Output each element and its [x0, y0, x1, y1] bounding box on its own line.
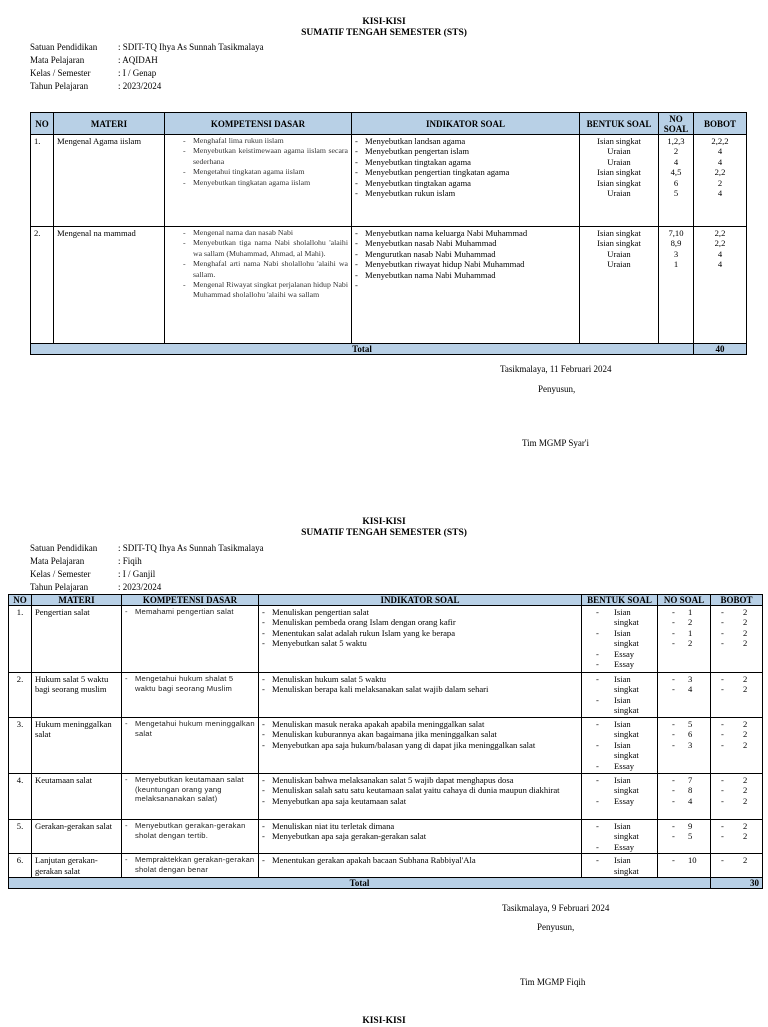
bobot-value: - 2	[721, 674, 759, 684]
bentuk-value: - Essay	[596, 659, 644, 669]
no-soal-value: 4,5	[670, 167, 682, 178]
ind-item: - Menyebutkan tingtakan agama	[355, 178, 576, 188]
penyusun-label: Penyusun,	[538, 384, 576, 394]
cell-indikator	[259, 774, 582, 820]
ind-item: - Menyebutkan pengertan islam	[355, 146, 576, 156]
cell-bobot	[711, 673, 763, 718]
ind-item: - Menyebutkan apa saja hukum/balasan yang di dapat jika meninggalkan salat	[262, 740, 578, 750]
kd-item: - Menyebutkan keutamaan salat (keuntungan orang yang melaksananakan salat)	[125, 775, 255, 804]
no-soal-value: 2	[673, 146, 679, 157]
cell-no-soal	[658, 606, 711, 673]
bentuk-value: - Isian singkat	[596, 775, 644, 796]
table-row	[9, 673, 763, 718]
kd-item: - Menyebutkan keistimewaan agama iislam secara sederhana	[183, 146, 348, 167]
cell-no: 5.	[9, 820, 32, 854]
meta-label: Satuan Pendidikan	[30, 543, 98, 553]
kd-item: - Menghafal arti nama Nabi sholallohu 'alaihi wa sallam.	[183, 259, 348, 280]
cell-kd	[122, 606, 259, 673]
bentuk-value: - Essay	[596, 842, 644, 852]
bentuk-value: Uraian	[607, 146, 631, 157]
ind-item: - Menyebutkan rukun islam	[355, 188, 576, 198]
col-bentuk: BENTUK SOAL	[580, 113, 659, 135]
ind-item: - Menyebutkan tingtakan agama	[355, 157, 576, 167]
cell-kd	[122, 774, 259, 820]
no-soal-value: - 4	[672, 684, 707, 694]
kd-item: - Menyebutkan gerakan-gerakan sholat dengan tertib.	[125, 821, 255, 840]
kd-item: - Menyebutkan tingkatan agama iislam	[183, 178, 348, 188]
cell-bentuk	[582, 774, 658, 820]
table-row	[9, 820, 763, 854]
no-soal-value: - 7	[672, 775, 707, 785]
meta-label: Tahun Pelajaran	[30, 81, 89, 91]
bobot-value: - 2	[721, 740, 759, 750]
no-soal-value: - 3	[672, 674, 707, 684]
bobot-value: 2,2	[714, 228, 726, 238]
bentuk-value: Isian singkat	[597, 136, 641, 146]
table-header	[9, 595, 763, 606]
meta-label: Satuan Pendidikan	[30, 42, 98, 52]
no-soal-value: 4	[673, 156, 679, 167]
meta-value: : I / Ganjil	[118, 569, 156, 579]
bobot-value: - 2	[721, 719, 759, 729]
cell-bentuk	[582, 854, 658, 878]
bentuk-value: - Isian singkat	[596, 821, 644, 842]
bobot-value: 4	[717, 156, 723, 167]
col-kompetensi: KOMPETENSI DASAR	[165, 113, 352, 135]
kd-item: - Memahami pengertian salat	[125, 607, 255, 617]
col-no-soal: NO SOAL	[659, 113, 694, 135]
cell-no: 1.	[9, 606, 32, 673]
cell-materi: Hukum meninggalkan salat	[32, 718, 122, 774]
col-kompetensi: KOMPETENSI DASAR	[122, 595, 259, 606]
meta-value: : I / Genap	[118, 68, 157, 78]
total-value: 30	[711, 878, 763, 889]
cell-bobot	[711, 774, 763, 820]
cell-indikator	[259, 854, 582, 878]
bobot-value: 4	[717, 146, 723, 157]
bobot-value: 4	[717, 248, 723, 259]
kd-item: - Menghafal lima rukun iislam	[183, 136, 348, 146]
ind-item: - Menuliskan berapa kali melaksanakan salat wajib dalam sehari	[262, 684, 578, 694]
cell-bentuk	[582, 673, 658, 718]
no-soal-value: - 1	[672, 628, 707, 638]
bobot-value: 4	[717, 259, 723, 270]
ind-item: - Menuliskan masuk neraka apakah apabila meninggalkan salat	[262, 719, 578, 729]
col-indikator: INDIKATOR SOAL	[352, 113, 580, 135]
cell-materi: Lanjutan gerakan-gerakan salat	[32, 854, 122, 878]
kd-item: - Mengenal nama dan nasab Nabi	[183, 228, 348, 238]
ind-item: - Menyebutkan landsan agama	[355, 136, 576, 146]
no-soal-value: - 1	[672, 607, 707, 617]
bobot-value: - 2	[721, 785, 759, 795]
cell-indikator	[259, 606, 582, 673]
bobot-value: 4	[717, 188, 723, 199]
no-soal-value: - 3	[672, 740, 707, 750]
col-bobot: BOBOT	[711, 595, 763, 606]
bentuk-value: Isian singkat	[597, 177, 641, 188]
ind-item: - Menyebutkan apa saja keutamaan salat	[262, 796, 578, 806]
col-materi: MATERI	[32, 595, 122, 606]
doc-title: KISI-KISI	[362, 17, 406, 27]
bobot-value: - 2	[721, 775, 759, 785]
meta-value: : SDIT-TQ Ihya As Sunnah Tasikmalaya	[118, 42, 264, 52]
doc-title: KISI-KISI	[362, 517, 406, 527]
cell-indikator	[259, 718, 582, 774]
col-no: NO	[31, 113, 54, 135]
bobot-value: - 2	[721, 617, 759, 627]
bobot-value: 2,2	[714, 238, 726, 249]
cell-no: 6.	[9, 854, 32, 878]
signer: Tim MGMP Fiqih	[520, 977, 586, 987]
no-soal-value: 1,2,3	[667, 136, 685, 146]
cell-no-soal	[658, 774, 711, 820]
bobot-value: - 2	[721, 821, 759, 831]
col-no-soal: NO SOAL	[658, 595, 711, 606]
bobot-value: 2	[717, 177, 723, 188]
cell-materi: Mengenal Agama iislam	[54, 135, 165, 227]
no-soal-value: - 2	[672, 638, 707, 648]
ind-item: - Menuliskan pembeda orang Islam dengan orang kafir	[262, 617, 578, 627]
ind-item: - Menentukan salat adalah rukun Islam yang ke berapa	[262, 628, 578, 638]
ind-item: - Menuliskan pengertian salat	[262, 607, 578, 617]
col-bentuk: BENTUK SOAL	[582, 595, 658, 606]
bentuk-value: - Isian singkat	[596, 607, 644, 628]
no-soal-value: - 8	[672, 785, 707, 795]
bentuk-value: Isian singkat	[597, 228, 641, 238]
meta-value: : 2023/2024	[118, 81, 162, 91]
meta-label: Mata Pelajaran	[30, 55, 85, 65]
cell-materi: Gerakan-gerakan salat	[32, 820, 122, 854]
bobot-value: - 2	[721, 855, 759, 865]
cell-no-soal	[658, 718, 711, 774]
no-soal-value: - 5	[672, 719, 707, 729]
no-soal-value: - 10	[672, 855, 707, 865]
meta-label: Kelas / Semester	[30, 569, 91, 579]
cell-bentuk	[582, 718, 658, 774]
cell-no: 3.	[9, 718, 32, 774]
bobot-value: - 2	[721, 638, 759, 648]
cell-no: 2.	[9, 673, 32, 718]
meta-value: : 2023/2024	[118, 582, 162, 592]
cell-bobot	[711, 606, 763, 673]
doc-subtitle: SUMATIF TENGAH SEMESTER (STS)	[301, 28, 467, 38]
bentuk-value: - Isian singkat	[596, 695, 644, 716]
ind-item: - Mengurutkan nasab Nabi Muhammad	[355, 249, 576, 259]
cell-no-soal	[658, 854, 711, 878]
bentuk-value: Isian singkat	[597, 238, 641, 249]
col-materi: MATERI	[54, 113, 165, 135]
bentuk-value: Uraian	[607, 188, 631, 199]
cell-materi: Pengertian salat	[32, 606, 122, 673]
cell-no: 2.	[31, 227, 54, 344]
cell-indikator	[259, 673, 582, 718]
col-bobot: BOBOT	[694, 113, 747, 135]
cell-kd	[122, 820, 259, 854]
kd-item: - Menyebutkan tiga nama Nabi sholallohu 'alaihi wa sallam (Muhammad, Ahmad, al Mahi).	[183, 238, 348, 259]
no-soal-value: - 6	[672, 729, 707, 739]
bentuk-value: - Essay	[596, 796, 644, 806]
cell-indikator	[259, 820, 582, 854]
kd-item: - Mengetahui hukum meninggalkan salat	[125, 719, 255, 738]
bobot-value: 2,2	[714, 167, 726, 178]
ind-item: - Menyebutkan nasab Nabi Muhammad	[355, 238, 576, 248]
place-date: Tasikmalaya, 11 Februari 2024	[500, 364, 612, 374]
signer: Tim MGMP Syar'i	[522, 438, 589, 448]
cell-materi: Mengenal na mammad	[54, 227, 165, 344]
kd-item: - Mempraktekkan gerakan-gerakan sholat dengan benar	[125, 855, 255, 874]
table-row	[9, 718, 763, 774]
cell-bobot	[711, 854, 763, 878]
col-indikator: INDIKATOR SOAL	[259, 595, 582, 606]
no-soal-value: 6	[673, 177, 679, 188]
cell-bentuk	[582, 820, 658, 854]
ind-item: - Menyebutkan salat 5 waktu	[262, 638, 578, 648]
ind-item: - Menyebutkan nama keluarga Nabi Muhammad	[355, 228, 576, 238]
next-doc-title: KISI-KISI	[362, 1016, 406, 1026]
total-row	[9, 878, 763, 889]
meta-label: Mata Pelajaran	[30, 556, 85, 566]
bobot-value: - 2	[721, 831, 759, 841]
cell-no: 4.	[9, 774, 32, 820]
kd-item: - Mengetahui hukum shalat 5 waktu bagi seorang Muslim	[125, 674, 255, 693]
cell-materi: Hukum salat 5 waktu bagi seorang muslim	[32, 673, 122, 718]
total-value: 40	[694, 344, 747, 355]
ind-item: - Menyebutkan riwayat hidup Nabi Muhammad	[355, 259, 576, 269]
cell-kd	[122, 854, 259, 878]
cell-bobot	[711, 718, 763, 774]
meta-value: : SDIT-TQ Ihya As Sunnah Tasikmalaya	[118, 543, 264, 553]
table-row	[9, 774, 763, 820]
no-soal-value: 3	[673, 248, 679, 259]
place-date: Tasikmalaya, 9 Februari 2024	[502, 903, 610, 913]
table-row	[9, 606, 763, 673]
bobot-value: - 2	[721, 628, 759, 638]
meta-value: : Fiqih	[118, 556, 142, 566]
ind-item: - Menyebutkan nama Nabi Muhammad	[355, 270, 576, 280]
ind-item: - Menuliskan hukum salat 5 waktu	[262, 674, 578, 684]
cell-no-soal	[658, 820, 711, 854]
total-label: Total	[31, 344, 694, 355]
no-soal-value: 5	[673, 188, 679, 199]
bobot-value: - 2	[721, 684, 759, 694]
bentuk-value: - Isian singkat	[596, 628, 644, 649]
bentuk-value: Isian singkat	[597, 167, 641, 178]
bentuk-value: - Isian singkat	[596, 719, 644, 740]
cell-bobot	[711, 820, 763, 854]
col-no: NO	[9, 595, 32, 606]
ind-item: - Menentukan gerakan apakah bacaan Subhana Rabbiyal'Ala	[262, 855, 578, 865]
meta-value: : AQIDAH	[118, 55, 158, 65]
no-soal-value: 8,9	[670, 238, 682, 249]
ind-item: - Menyebutkan pengertian tingkatan agama	[355, 167, 576, 177]
kd-item: - Mengetahui tingkatan agama iislam	[183, 167, 348, 177]
table-row	[9, 854, 763, 878]
ind-item: - Menuliskan salah satu satu keutamaan salat yaitu cahaya di dunia maupun diakhirat	[262, 785, 578, 795]
cell-bentuk	[582, 606, 658, 673]
bobot-value: - 2	[721, 796, 759, 806]
bentuk-value: - Essay	[596, 649, 644, 659]
cell-no: 1.	[31, 135, 54, 227]
meta-label: Kelas / Semester	[30, 68, 91, 78]
no-soal-value: - 5	[672, 831, 707, 841]
penyusun-label: Penyusun,	[537, 922, 575, 932]
no-soal-value: - 4	[672, 796, 707, 806]
meta-block	[30, 542, 330, 594]
meta-label: Tahun Pelajaran	[30, 582, 89, 592]
doc-subtitle: SUMATIF TENGAH SEMESTER (STS)	[301, 528, 467, 538]
bentuk-value: - Isian singkat	[596, 674, 644, 695]
ind-item: - Menyebutkan apa saja gerakan-gerakan salat	[262, 831, 578, 841]
bentuk-value: Uraian	[607, 248, 631, 259]
cell-kd	[122, 673, 259, 718]
ind-item: - Menuliskan kuburannya akan bagaimana jika meninggalkan salat	[262, 729, 578, 739]
bobot-value: 2,2,2	[711, 136, 729, 146]
bentuk-value: Uraian	[607, 156, 631, 167]
bentuk-value: - Isian singkat	[596, 740, 644, 761]
ind-item: - Menuliskan bahwa melaksanakan salat 5 wajib dapat menghapus dosa	[262, 775, 578, 785]
cell-no-soal	[658, 673, 711, 718]
kisi-table	[8, 594, 763, 889]
no-soal-value: - 2	[672, 617, 707, 627]
bentuk-value: - Essay	[596, 761, 644, 771]
bentuk-value: Uraian	[607, 259, 631, 270]
no-soal-value: 1	[673, 259, 679, 270]
no-soal-value: 7,10	[668, 228, 684, 238]
ind-item: - Menuliskan niat itu terletak dimana	[262, 821, 578, 831]
kd-item: - Mengenal Riwayat singkat perjalanan hidup Nabi Muhammad sholallohu 'alaihi wa sallam	[183, 280, 348, 301]
cell-kd	[122, 718, 259, 774]
bentuk-value: - Isian singkat	[596, 855, 644, 876]
total-label: Total	[9, 878, 711, 889]
no-soal-value: - 9	[672, 821, 707, 831]
cell-materi: Keutamaan salat	[32, 774, 122, 820]
bobot-value: - 2	[721, 607, 759, 617]
bobot-value: - 2	[721, 729, 759, 739]
